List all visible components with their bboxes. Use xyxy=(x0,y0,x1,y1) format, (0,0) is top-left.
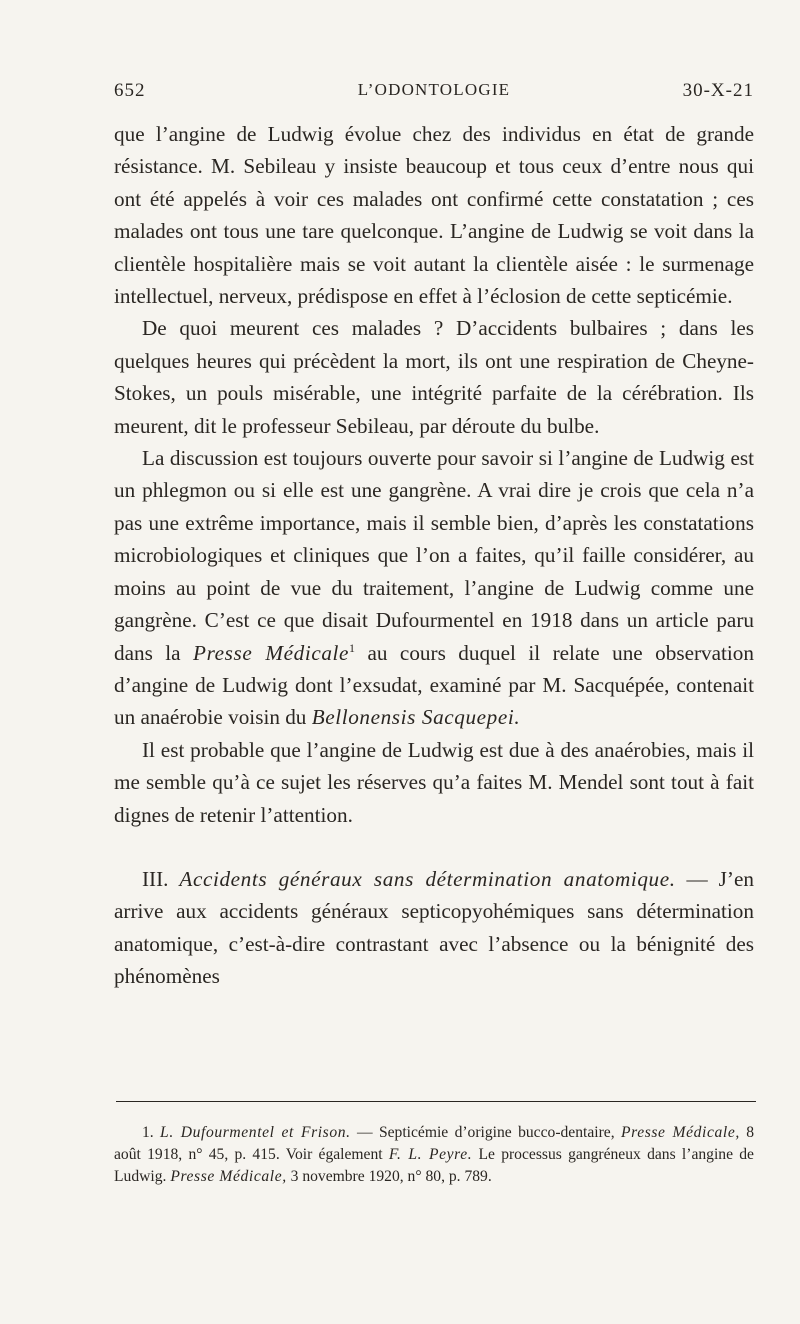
footnote-journal-2: Presse Médicale, xyxy=(170,1168,287,1185)
running-header xyxy=(114,80,754,116)
paragraph-3-text-b: au cours duquel il relate une observation d’angine de Ludwig dont l’exsudat, examiné par M. Sacquépée, contenait un anaérobie voisin du xyxy=(114,640,754,730)
paragraph-3-text-a: La discussion est toujours ouverte pour savoir si l’angine de Ludwig est un phlegmon ou si elle est une gangrène. A vrai dire je crois que cela n’a pas une extrême importance, mais il semble bien, d’après les constatations microbiologiques et cliniques que l’on a faites, qu’il faille considérer, au moins au point de vue du traitement, l’angine de Ludwig comme une gangrène. C’est ce que disait Dufourmentel en 1918 dans un article paru dans la xyxy=(114,446,754,665)
paragraph-4: Il est probable que l’angine de Ludwig est due à des anaérobies, mais il me semble qu’à ce sujet les réserves qu’a faites M. Mendel sont tout à fait dignes de retenir l’attention. xyxy=(114,737,754,827)
footnote-1 xyxy=(114,1122,754,1188)
paragraph-1: que l’angine de Ludwig évolue chez des individus en état de grande résistance. M. Sebileau y insiste beaucoup et tous ceux d’entre nous qui ont été appelés à voir ces malades ont confirmé cette constatation ; ces malades ont tous une tare quelconque. L’angine de Ludwig se voit dans la clientèle hospitalière mais se voit autant la clientèle aisée : le surmenage intellectuel, nerveux, prédispose en effet à l’éclosion de cette septicémie. xyxy=(114,122,754,309)
paragraph-2: De quoi meurent ces malades ? D’accidents bulbaires ; dans les quelques heures qui précèdent la mort, ils ont une respiration de Cheyne-Stokes, un pouls misérable, une intégrité parfaite de la cérébration. Ils meurent, dit le professeur Sebileau, par déroute du bulbe. xyxy=(114,316,754,438)
footnote-marker: 1 xyxy=(349,640,356,655)
footnote-text-3: Le processus gangréneux dans l’angine de Ludwig. xyxy=(114,1146,754,1185)
footnote-text-2: 8 août 1918, n° 45, p. 415. Voir également xyxy=(114,1124,754,1163)
footnote xyxy=(114,1122,754,1188)
footnote-text-1: — Septicémie d’origine bucco-dentaire, xyxy=(350,1124,621,1141)
footnote-divider xyxy=(116,1101,756,1102)
section-text: — J’en arrive aux accidents généraux septicopyohémiques sans détermination anatomique, c’est-à-dire contrastant avec l’absence ou la bénignité des phénomènes xyxy=(114,866,754,989)
section-heading: Accidents généraux sans détermination anatomique. xyxy=(179,866,676,891)
page-number: 652 xyxy=(114,80,146,101)
body-text xyxy=(114,118,754,993)
section-number: III. xyxy=(142,866,180,891)
footnote-author-2: F. L. Peyre. xyxy=(388,1146,473,1163)
journal-title: L’ODONTOLOGIE xyxy=(357,80,511,99)
footnote-text-4: 3 novembre 1920, n° 80, p. 789. xyxy=(286,1168,492,1185)
footnote-journal-1: Presse Médicale, xyxy=(620,1124,740,1141)
footnote-number: 1. xyxy=(142,1124,161,1141)
footnote-authors: L. Dufourmentel et Frison. xyxy=(160,1124,351,1141)
bacterium-name: Bellonensis Sacquepei. xyxy=(311,705,521,730)
section-iii xyxy=(114,863,754,993)
journal-reference-presse-medicale: Presse Médicale xyxy=(193,640,350,665)
issue-date: 30-X-21 xyxy=(682,80,754,101)
paragraph-3 xyxy=(114,442,754,734)
